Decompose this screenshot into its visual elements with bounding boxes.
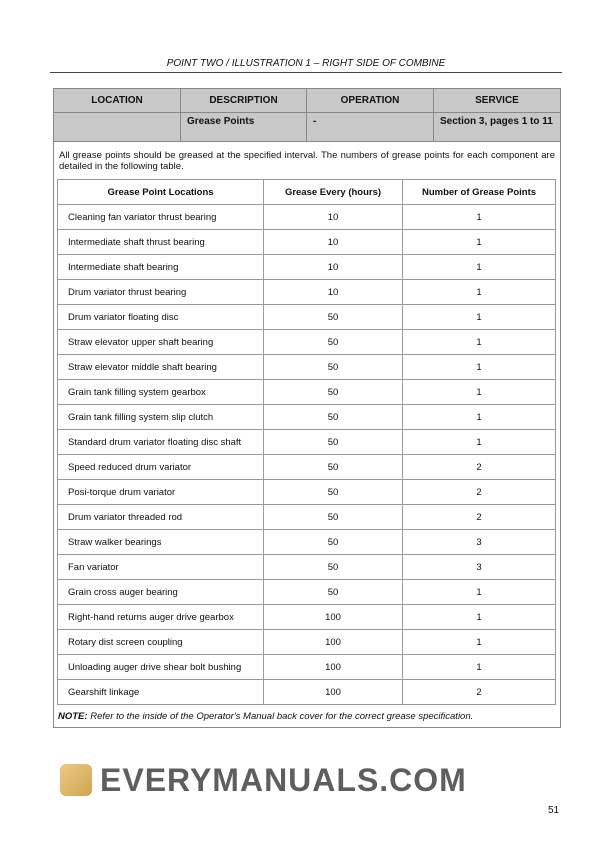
location-cell: Right-hand returns auger drive gearbox [58,605,264,630]
table-row [58,230,556,255]
count-cell: 1 [403,380,556,405]
table-row [58,505,556,530]
location-cell: Unloading auger drive shear bolt bushing [58,655,264,680]
title-rule [50,72,562,73]
table-row [58,380,556,405]
count-cell: 1 [403,205,556,230]
hours-cell: 100 [264,680,403,705]
table-row [58,605,556,630]
header-operation: OPERATION [307,89,434,112]
operation-cell: - [307,113,434,141]
table-row [58,530,556,555]
hours-cell: 50 [264,455,403,480]
location-cell: Grain tank filling system gearbox [58,380,264,405]
hours-cell: 50 [264,480,403,505]
count-cell: 1 [403,605,556,630]
count-cell: 1 [403,430,556,455]
location-cell: Speed reduced drum variator [58,455,264,480]
count-cell: 1 [403,330,556,355]
table-row [58,330,556,355]
count-cell: 2 [403,480,556,505]
hours-cell: 10 [264,205,403,230]
location-cell: Straw walker bearings [58,530,264,555]
table-header-row [58,180,556,205]
hours-cell: 50 [264,380,403,405]
count-cell: 1 [403,580,556,605]
hours-cell: 10 [264,280,403,305]
location-cell: Grain cross auger bearing [58,580,264,605]
hours-cell: 50 [264,305,403,330]
watermark-logo-icon [60,764,92,796]
grease-points-table [57,179,556,705]
summary-row [54,113,560,142]
location-cell [54,113,181,141]
table-row [58,405,556,430]
hours-cell: 100 [264,605,403,630]
hours-cell: 50 [264,330,403,355]
table-row [58,655,556,680]
location-cell: Gearshift linkage [58,680,264,705]
description-cell: Grease Points [181,113,307,141]
count-cell: 1 [403,355,556,380]
hours-cell: 100 [264,630,403,655]
location-cell: Posi-torque drum variator [58,480,264,505]
table-row [58,280,556,305]
col-locations: Grease Point Locations [58,180,264,205]
header-description: DESCRIPTION [181,89,307,112]
count-cell: 1 [403,655,556,680]
page-number: 51 [548,805,560,816]
col-hours: Grease Every (hours) [264,180,403,205]
count-cell: 1 [403,305,556,330]
table-row [58,555,556,580]
count-cell: 1 [403,255,556,280]
location-cell: Drum variator thrust bearing [58,280,264,305]
service-table [53,88,561,728]
count-cell: 2 [403,505,556,530]
header-location: LOCATION [54,89,181,112]
count-cell: 1 [403,230,556,255]
intro-text: All grease points should be greased at the specified interval. The numbers of grease points for each component are detailed in the following table. [59,150,555,172]
hours-cell: 10 [264,230,403,255]
count-cell: 2 [403,455,556,480]
note-text: Refer to the inside of the Operator's Manual back cover for the correct grease specification. [87,711,474,722]
count-cell: 1 [403,405,556,430]
count-cell: 3 [403,530,556,555]
count-cell: 3 [403,555,556,580]
table-row [58,480,556,505]
col-count: Number of Grease Points [403,180,556,205]
table-row [58,355,556,380]
location-cell: Cleaning fan variator thrust bearing [58,205,264,230]
location-cell: Intermediate shaft thrust bearing [58,230,264,255]
hours-cell: 50 [264,580,403,605]
table-row [58,630,556,655]
table-row [58,305,556,330]
table-row [58,455,556,480]
hours-cell: 10 [264,255,403,280]
watermark: EVERYMANUALS.COM [100,762,467,798]
location-cell: Grain tank filling system slip clutch [58,405,264,430]
hours-cell: 50 [264,430,403,455]
header-service: SERVICE [475,95,519,106]
hours-cell: 50 [264,530,403,555]
count-cell: 2 [403,680,556,705]
hours-cell: 100 [264,655,403,680]
table-row [58,680,556,705]
location-cell: Straw elevator middle shaft bearing [58,355,264,380]
table-row [58,255,556,280]
location-cell: Drum variator floating disc [58,305,264,330]
table-row [58,430,556,455]
summary-header-row [54,89,560,113]
hours-cell: 50 [264,355,403,380]
location-cell: Standard drum variator floating disc shaft [58,430,264,455]
location-cell: Straw elevator upper shaft bearing [58,330,264,355]
hours-cell: 50 [264,505,403,530]
count-cell: 1 [403,280,556,305]
location-cell: Intermediate shaft bearing [58,255,264,280]
location-cell: Rotary dist screen coupling [58,630,264,655]
hours-cell: 50 [264,555,403,580]
location-cell: Fan variator [58,555,264,580]
table-row [58,205,556,230]
location-cell: Drum variator threaded rod [58,505,264,530]
service-cell: Section 3, pages 1 to 11 [440,116,553,127]
table-row [58,580,556,605]
note [54,705,560,727]
count-cell: 1 [403,630,556,655]
page-title: POINT TWO / ILLUSTRATION 1 – RIGHT SIDE OF COMBINE [166,58,446,69]
hours-cell: 50 [264,405,403,430]
note-label: NOTE: [58,711,88,722]
